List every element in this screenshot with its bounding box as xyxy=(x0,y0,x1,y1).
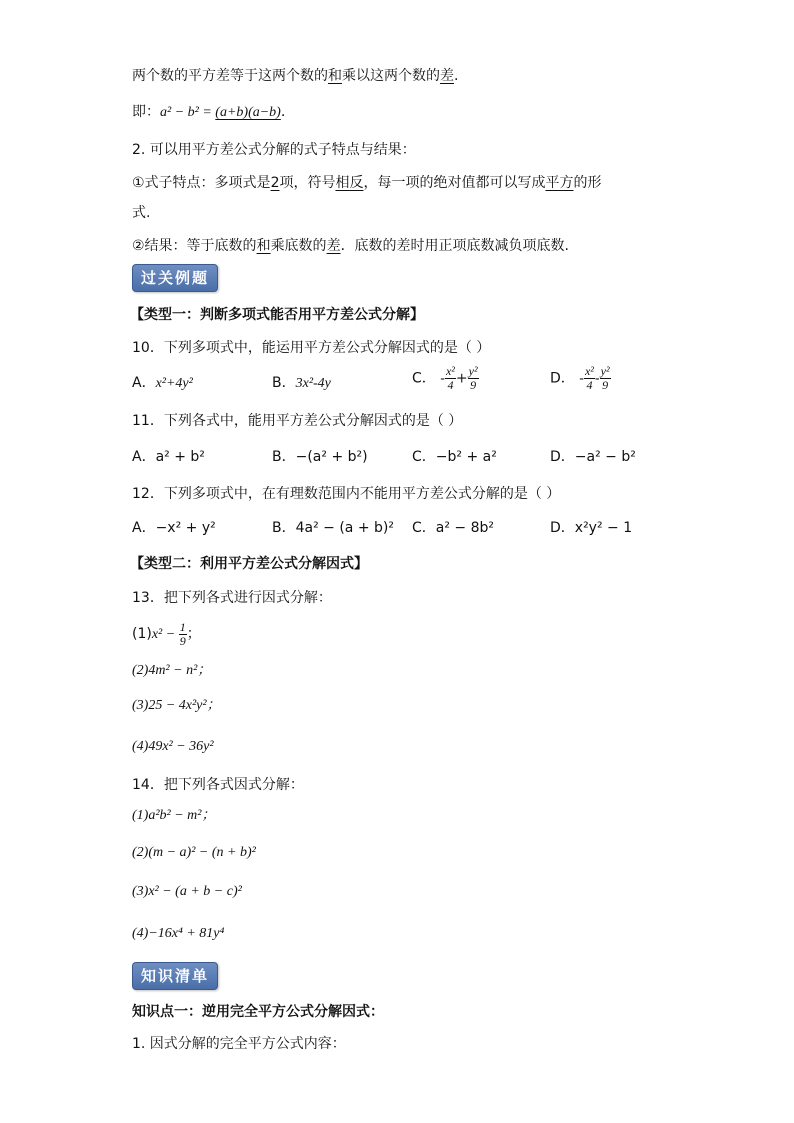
blank-answer: (a+b)(a−b) xyxy=(215,105,281,120)
question-11-options xyxy=(132,445,692,469)
blank-answer: 和 xyxy=(256,238,271,254)
blank-answer: 差 xyxy=(440,68,454,84)
blank-answer: 2 xyxy=(270,175,280,191)
question-14-part-2: (2)(m − a)² − (n + b)² xyxy=(132,845,256,860)
part-label: (1) xyxy=(132,626,152,642)
option-text: x²+4y² xyxy=(155,376,193,391)
option-a: A．−x² + y² xyxy=(132,520,216,536)
question-12-stem: 12．下列多项式中，在有理数范围内不能用平方差公式分解的是（ ） xyxy=(132,486,561,502)
option-label: D． xyxy=(550,370,575,387)
question-14-part-4: (4)−16x⁴ + 81y⁴ xyxy=(132,926,225,941)
option-c: C．−b² + a² xyxy=(412,449,497,465)
formula-lhs: a² − b² = xyxy=(160,105,216,120)
numerator: 1 xyxy=(179,619,186,634)
blank-answer: 和 xyxy=(328,68,342,84)
question-10-options xyxy=(132,364,692,395)
option-b: B．−(a² + b²) xyxy=(272,449,368,465)
question-14-stem: 14．把下列各式因式分解： xyxy=(132,777,304,793)
question-10-stem: 10．下列多项式中，能运用平方差公式分解因式的是（ ） xyxy=(132,340,491,356)
denominator: 4 xyxy=(586,378,593,392)
intro-text: 两个数的平方差等于这两个数的 xyxy=(132,68,328,84)
result-text: 乘底数的 xyxy=(270,238,327,254)
question-13-stem: 13．把下列各式进行因式分解： xyxy=(132,590,332,606)
result-line xyxy=(132,236,569,256)
intro-line-1 xyxy=(132,66,458,86)
result-text: ②结果：等于底数的 xyxy=(132,238,257,254)
option-d xyxy=(550,365,611,392)
blank-answer: 相反 xyxy=(335,175,364,191)
feature-text: ①式子特点：多项式是 xyxy=(132,175,271,191)
denominator: 9 xyxy=(602,378,609,392)
denominator: 9 xyxy=(179,633,186,648)
question-13-part-2: (2)4m² − n²； xyxy=(132,663,212,678)
fraction-y2-over-9 xyxy=(600,365,611,392)
fraction-x2-over-4 xyxy=(445,365,456,392)
option-d: D．−a² − b² xyxy=(550,449,636,465)
type-1-title: 【类型一：判断多项式能否用平方差公式分解】 xyxy=(130,307,424,323)
denominator: 4 xyxy=(447,378,454,392)
question-13-part-4: (4)49x² − 36y² xyxy=(132,739,214,754)
numerator: x² xyxy=(445,364,455,378)
section-badge-knowledge: 知识清单 xyxy=(132,962,218,990)
fraction-y2-over-9 xyxy=(468,365,479,392)
blank-answer: 差 xyxy=(326,238,341,254)
part-end: ； xyxy=(186,626,201,642)
result-text: ．底数的差时用正项底数减负项底数. xyxy=(340,238,570,254)
feature-line xyxy=(132,173,601,193)
knowledge-point-1-item-1: 1. 因式分解的完全平方公式内容： xyxy=(132,1036,346,1052)
option-text: 3x²-4y xyxy=(295,376,331,391)
option-label: A． xyxy=(132,375,156,391)
question-12-options xyxy=(132,516,692,540)
feature-text: 的形 xyxy=(573,175,602,191)
section-badge-examples: 过关例题 xyxy=(132,264,218,292)
formula-end: . xyxy=(280,104,286,120)
intro-text: 乘以这两个数的 xyxy=(342,68,440,84)
denominator: 9 xyxy=(470,378,477,392)
minus-sign: - xyxy=(579,370,584,387)
fraction-x2-over-4 xyxy=(584,365,595,392)
option-a: A．a² + b² xyxy=(132,449,205,465)
option-c xyxy=(412,365,479,392)
minus-sign: - xyxy=(594,370,600,387)
option-label: C． xyxy=(412,370,436,387)
feature-text: ，每一项的绝对值都可以写成 xyxy=(363,175,546,191)
intro-text: . xyxy=(454,68,459,84)
fraction-1-over-9 xyxy=(179,621,187,648)
question-13-part-3: (3)25 − 4x²y²； xyxy=(132,698,221,713)
part-expression: x² − xyxy=(151,627,179,642)
question-13-part-1 xyxy=(132,618,201,650)
minus-sign: - xyxy=(440,370,445,387)
plus-sign: + xyxy=(455,370,468,387)
option-b: B．4a² − (a + b)² xyxy=(272,520,394,536)
numerator: y² xyxy=(600,364,610,378)
point-2: 2. 可以用平方差公式分解的式子特点与结果： xyxy=(132,142,416,158)
numerator: y² xyxy=(468,364,478,378)
question-14-part-3: (3)x² − (a + b − c)² xyxy=(132,884,242,899)
blank-answer: 平方 xyxy=(545,175,574,191)
option-a xyxy=(132,371,193,396)
option-label: B． xyxy=(272,375,296,391)
feature-line-cont: 式. xyxy=(132,205,151,221)
question-11-stem: 11．下列各式中，能用平方差公式分解因式的是（ ） xyxy=(132,413,463,429)
type-2-title: 【类型二：利用平方差公式分解因式】 xyxy=(130,556,368,572)
formula-line xyxy=(132,102,285,123)
option-b xyxy=(272,371,331,396)
feature-text: 项，符号 xyxy=(279,175,336,191)
option-c: C．a² − 8b² xyxy=(412,520,495,536)
question-14-part-1: (1)a²b² − m²； xyxy=(132,808,216,823)
numerator: x² xyxy=(584,364,594,378)
formula-prefix: 即： xyxy=(132,104,160,120)
knowledge-point-1-title: 知识点一：逆用完全平方公式分解因式： xyxy=(132,1004,384,1020)
option-d: D．x²y² − 1 xyxy=(550,520,633,536)
